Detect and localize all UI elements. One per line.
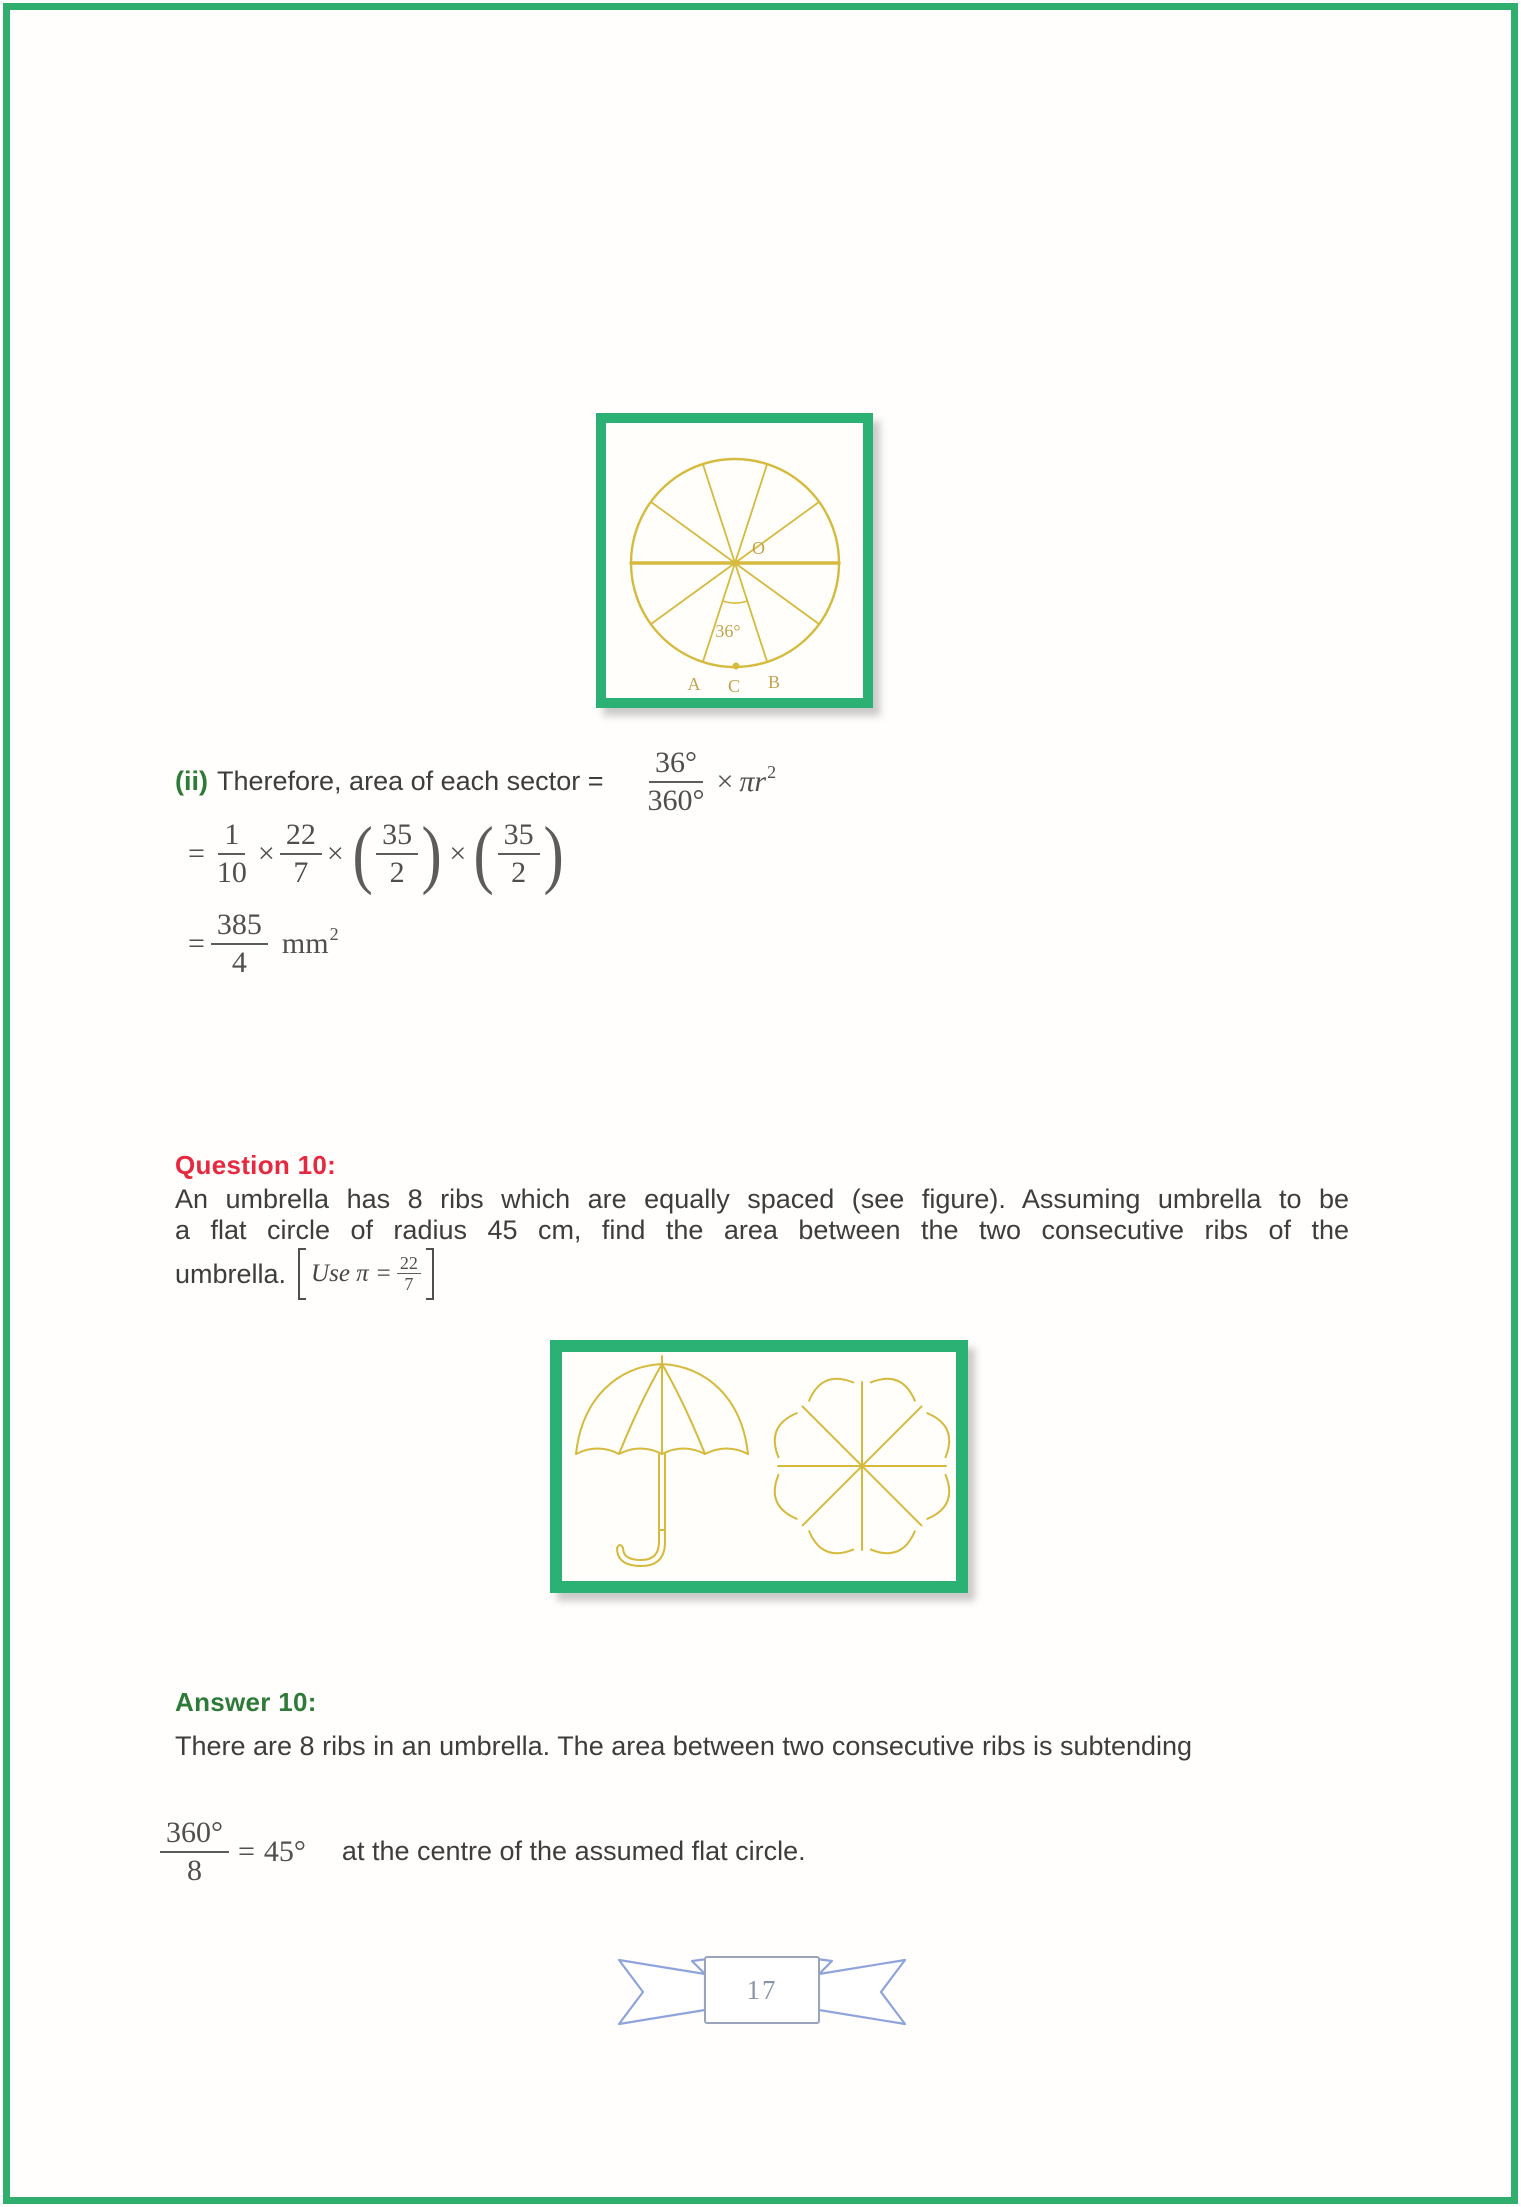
umbrella-drawing [562, 1352, 956, 1581]
page-ribbon [613, 1948, 911, 2041]
fraction-22-7-small: $\frac{22}{7}$ [397, 1254, 421, 1294]
sector-circle-figure [596, 413, 873, 708]
question-line-2: a flat circle of radius 45 cm, find the area between the two consecutive ribs of the [175, 1215, 1349, 1245]
times-sign: × [716, 764, 734, 798]
unit-mm: mm [281, 926, 329, 960]
left-bracket [298, 1248, 306, 1300]
point-c-dot [733, 663, 740, 670]
calc-line-1: = $\frac{1}{10}$ × $\frac{22}{7}$ × ( $\frac{35}{2}$ ) × ( $\frac{35}{2}$ ) [188, 811, 564, 896]
fraction-35-2: $\frac{35}{2}$ [376, 818, 418, 889]
step-ii-row [175, 746, 776, 817]
fraction-22-7: $\frac{22}{7}$ [280, 818, 322, 889]
step-ii-marker: (ii) [175, 766, 208, 797]
answer-math-row [160, 1816, 806, 1887]
ribbon-right-flag [819, 1960, 905, 2024]
right-bracket [426, 1248, 434, 1300]
pi-r-term: πr [739, 764, 767, 798]
answer-line-2: at the centre of the assumed flat circle. [341, 1836, 806, 1867]
wheel-angle-label: 36° [715, 621, 741, 641]
question-paragraph [175, 1184, 1349, 1302]
answer-line-1: There are 8 ribs in an umbrella. The area between two consecutive ribs is subtending [175, 1731, 1193, 1761]
fraction-385-4: $\frac{385}{4}$ [211, 908, 268, 979]
times-sign: × [257, 836, 275, 870]
equals-sign: = [188, 836, 205, 870]
fraction-36-360: $\frac{36^\circ}{360^\circ}$ [647, 746, 705, 817]
ribbon-left-flag [619, 1960, 705, 2024]
times-sign: × [326, 836, 344, 870]
fraction-360-8: $\frac{360^\circ}{8}$ [160, 1816, 229, 1887]
umbrella-icon [576, 1356, 748, 1566]
umbrella-figure [550, 1340, 968, 1593]
calc-line-2: = $\frac{385}{4}$ mm 2 [188, 908, 339, 979]
eight-rib-circle-icon [775, 1379, 949, 1553]
page-number: 17 [746, 1975, 778, 2005]
fraction-1-10: $\frac{1}{10}$ [216, 818, 247, 889]
step-ii-math: $\frac{36^\circ}{360^\circ}$ × πr 2 [641, 746, 776, 817]
point-label-a: A [687, 674, 701, 694]
fraction-35-2: $\frac{35}{2}$ [498, 818, 540, 889]
question-line-3 [175, 1246, 1349, 1302]
step-ii-text: Therefore, area of each sector = [217, 766, 604, 797]
question-heading: Question 10: [175, 1150, 337, 1180]
equals-sign: = [238, 1834, 255, 1868]
angle-value: 45° [263, 1834, 306, 1868]
answer-heading: Answer 10: [175, 1687, 317, 1717]
wheel-center-label: O [752, 538, 765, 558]
point-label-b: B [767, 672, 781, 692]
use-pi-expression [298, 1248, 434, 1300]
sector-circle-drawing [606, 423, 863, 698]
question-line-1: An umbrella has 8 ribs which are equally spaced (see figure). Assuming umbrella to be [175, 1184, 1349, 1214]
use-pi-label: Use π = [311, 1260, 392, 1287]
question-line-3-text: umbrella. [175, 1258, 287, 1289]
times-sign: × [449, 836, 467, 870]
equals-sign: = [188, 926, 205, 960]
ribbon-banner-icon [613, 1948, 911, 2036]
point-label-c: C [727, 676, 741, 696]
